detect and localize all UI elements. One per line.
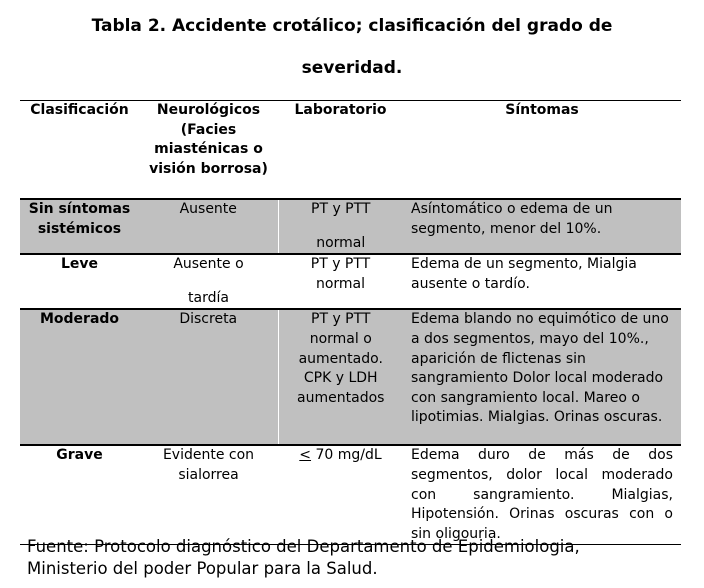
- row-symptoms: Edema blando no equimótico de uno a dos segmentos, mayo del 10%., aparición de flictenas sin sangramiento Dolor local moderado con sangramiento local. Mareo o lipotimias. Mialgias. Orinas oscuras.: [403, 309, 681, 445]
- table-title-line1: Tabla 2. Accidente crotálico; clasificación del grado de: [91, 16, 613, 36]
- row-neurological: Evidente con sialorrea: [162, 447, 255, 483]
- table-row: [20, 199, 681, 254]
- row-neurological: [139, 254, 278, 309]
- lab-value: 70 mg/dL: [315, 447, 382, 464]
- row-neurological: Discreta: [139, 309, 278, 445]
- severity-classification-table: [20, 100, 681, 545]
- neuro-text-part2: tardía: [188, 289, 229, 306]
- table-row: [20, 254, 681, 309]
- source-citation: [27, 536, 687, 580]
- row-laboratory: [278, 199, 403, 254]
- row-symptoms: Edema duro de más de dos segmentos, dolor local moderado con sangramiento. Mialgias, Hipotensión. Orinas oscuras con o sin oligouria.: [411, 447, 673, 542]
- row-classification: Grave: [56, 447, 103, 464]
- source-line2: Ministerio del poder Popular para la Salud.: [27, 559, 378, 578]
- header-laboratory: Laboratorio: [294, 102, 387, 118]
- header-row: [20, 101, 681, 200]
- header-classification: Clasificación: [30, 102, 129, 118]
- table-row: [20, 309, 681, 445]
- lab-text-part1: PT y PTT: [311, 201, 371, 217]
- header-neurological: Neurológicos (Facies miasténicas o visión borrosa): [149, 102, 268, 177]
- row-symptoms: Asíntomático o edema de un segmento, menor del 10%.: [403, 199, 681, 254]
- header-symptoms: Síntomas: [505, 102, 579, 118]
- row-classification: Leve: [60, 256, 99, 273]
- table-row: [20, 445, 681, 544]
- row-laboratory: PT y PTT normal o aumentado. CPK y LDH aumentados: [278, 309, 403, 445]
- neuro-text-part1: Ausente o: [173, 256, 244, 273]
- less-or-equal-symbol: <: [299, 447, 312, 464]
- row-laboratory: [278, 445, 403, 544]
- row-neurological: Ausente: [139, 199, 278, 254]
- row-laboratory: PT y PTT normal: [310, 256, 371, 292]
- row-classification: Sin síntomas sistémicos: [20, 199, 139, 254]
- table-title-line2: severidad.: [301, 58, 403, 78]
- lab-text-part2: normal: [316, 234, 366, 251]
- row-symptoms: Edema de un segmento, Mialgia ausente o tardío.: [411, 256, 637, 292]
- row-classification: Moderado: [20, 309, 139, 445]
- source-line1: Fuente: Protocolo diagnóstico del Departamento de Epidemiologia,: [27, 537, 580, 556]
